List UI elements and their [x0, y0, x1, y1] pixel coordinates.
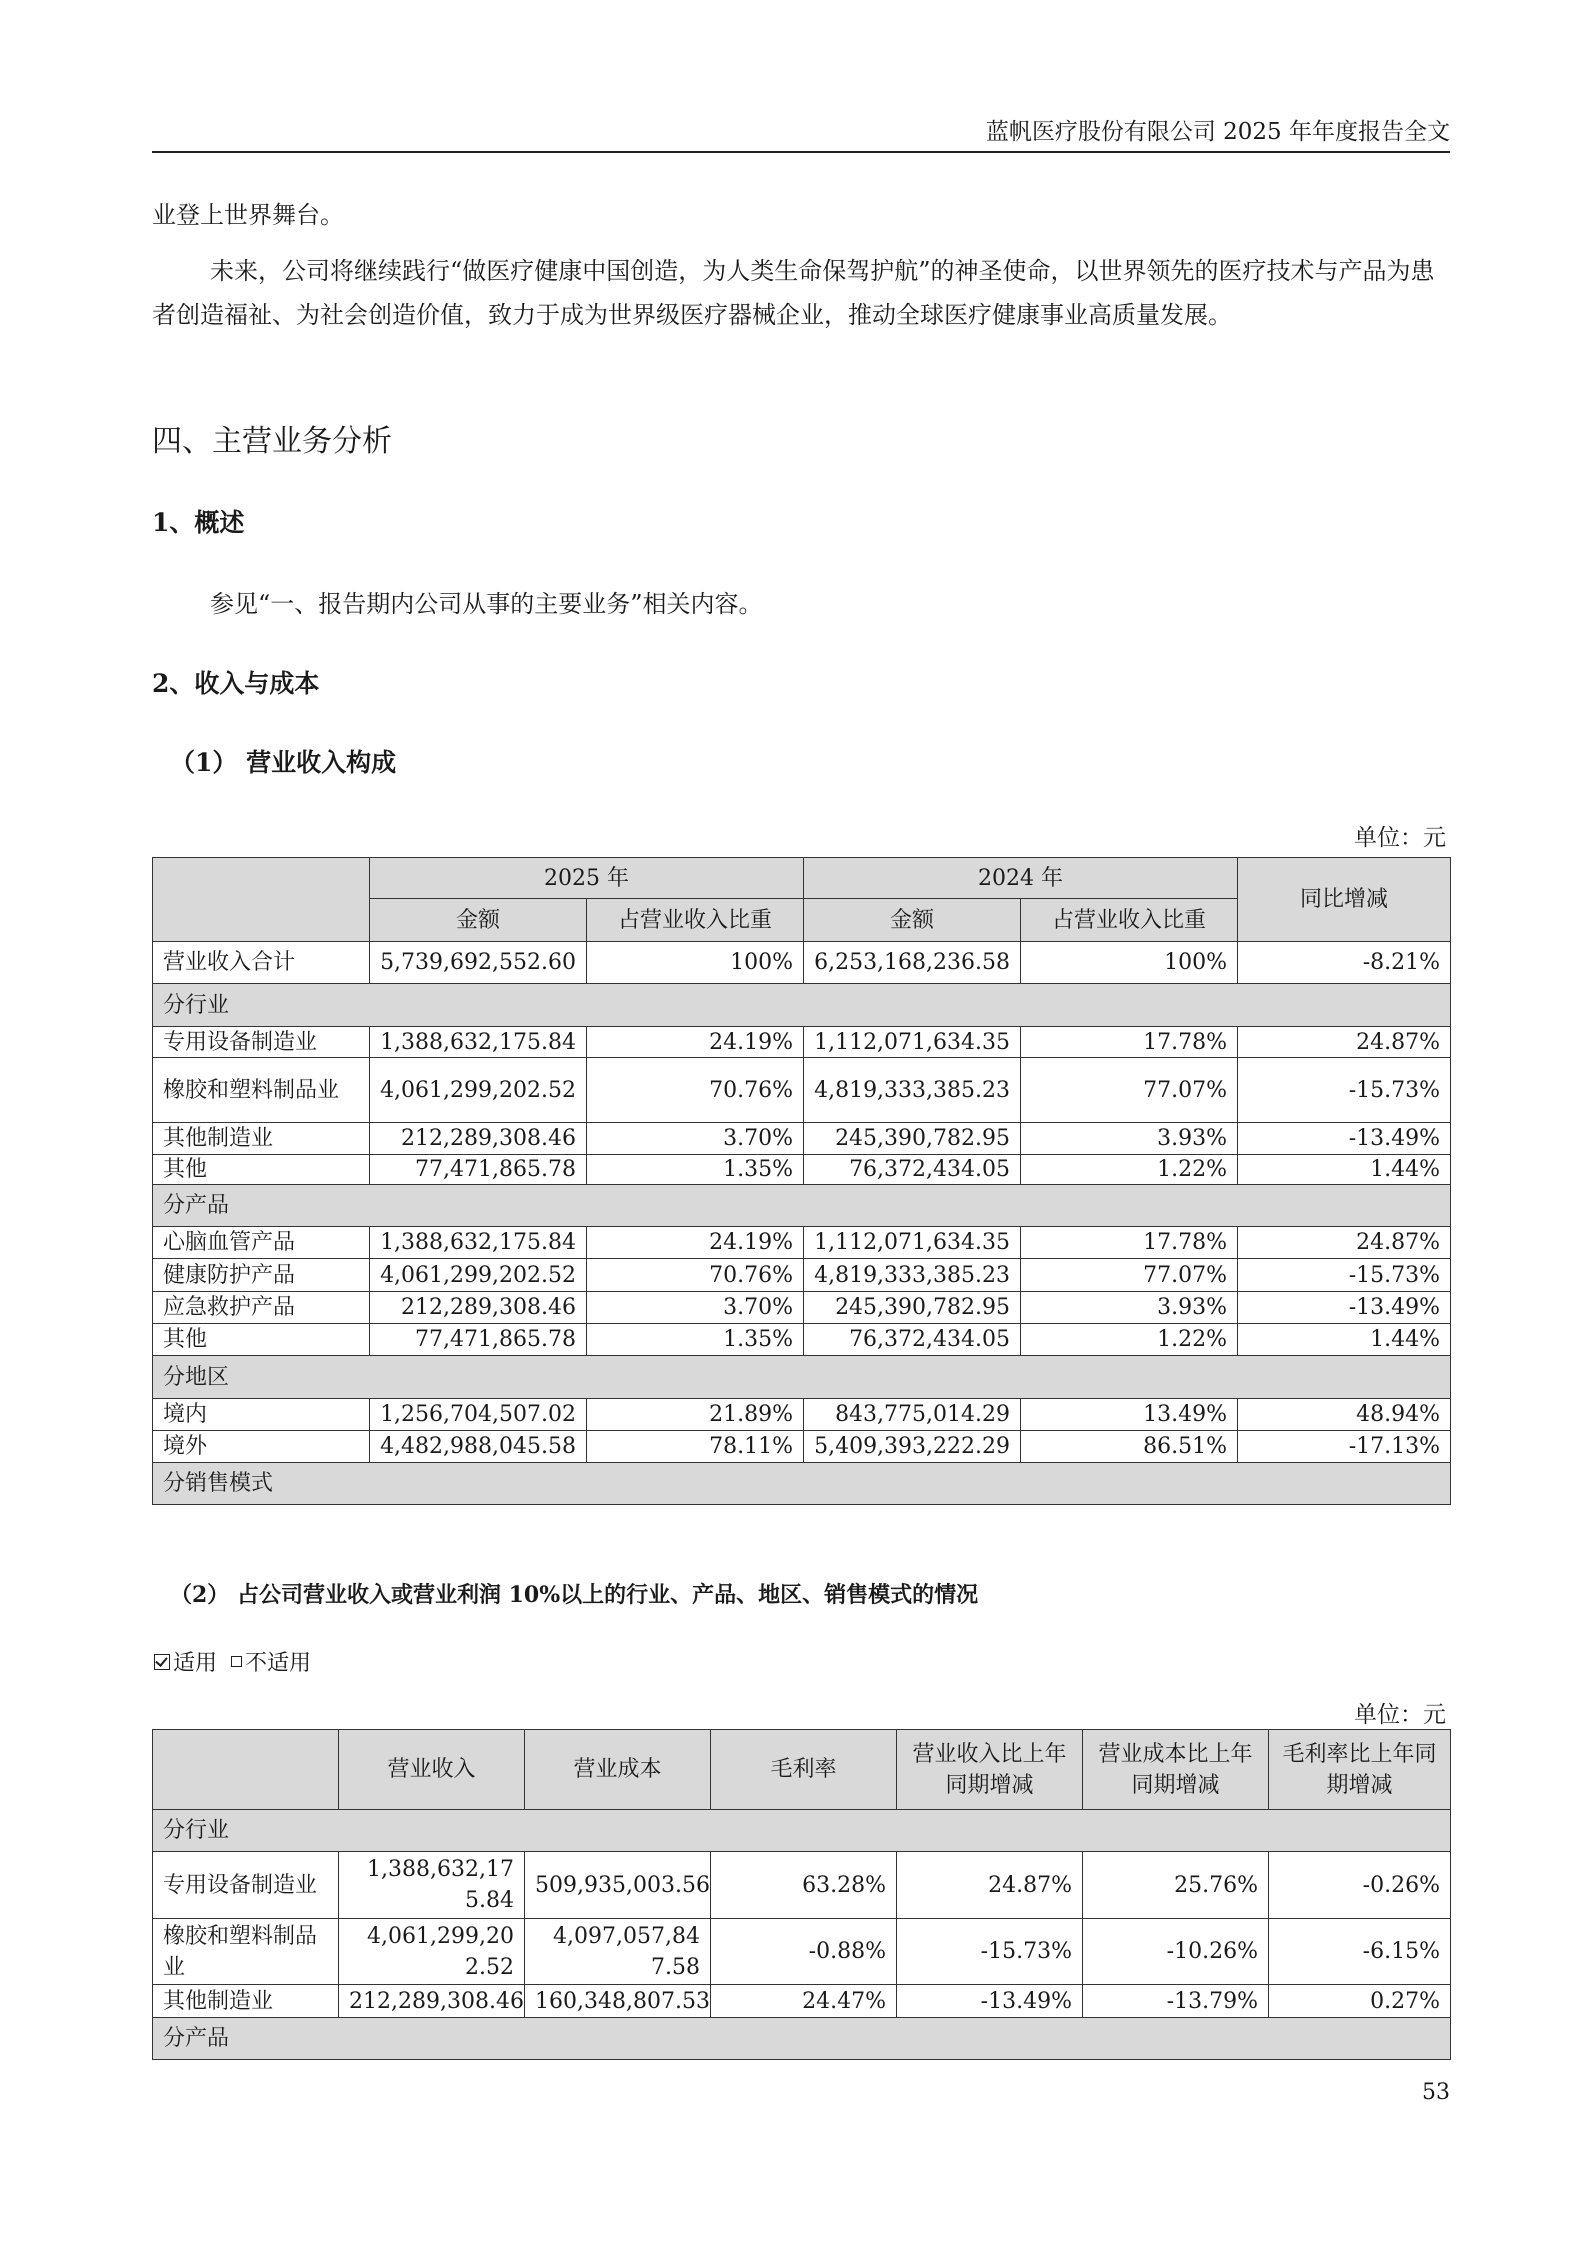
- cell-ratio-2025: 24.19%: [587, 1027, 804, 1058]
- not-applicable-label: 不适用: [245, 1651, 312, 1676]
- header-ratio: 占营业收入比重: [587, 899, 804, 942]
- unchecked-box-icon[interactable]: [231, 1656, 242, 1667]
- table-row: [153, 1227, 1451, 1259]
- group-header: 分行业: [153, 984, 1451, 1027]
- cell-gross-margin: 63.28%: [711, 1852, 897, 1919]
- group-header: 分产品: [153, 1185, 1451, 1227]
- cell-ratio-2025: 21.89%: [587, 1399, 804, 1431]
- cell-ratio-2025: 3.70%: [587, 1292, 804, 1324]
- cell-cost: 4,097,057,847.58: [525, 1919, 711, 1985]
- table-row: [153, 1985, 1451, 2018]
- cell-amount-2024: 245,390,782.95: [804, 1123, 1021, 1155]
- cell-ratio-2024: 100%: [1021, 942, 1238, 984]
- cell-amount-2024: 5,409,393,222.29: [804, 1431, 1021, 1463]
- intro-paragraph-mission: 未来，公司将继续践行“做医疗健康中国创造，为人类生命保驾护航”的神圣使命，以世界领先的医疗技术与产品为患者创造福祉、为社会创造价值，致力于成为世界级医疗器械企业，推动全球医疗健康事业高质量发展。: [152, 257, 1435, 329]
- cell-yoy: -13.49%: [1238, 1292, 1451, 1324]
- subsection-overview-title: 1、概述: [152, 508, 245, 537]
- cell-ratio-2024: 86.51%: [1021, 1431, 1238, 1463]
- header-rule: [152, 151, 1450, 153]
- cell-ratio-2025: 3.70%: [587, 1123, 804, 1155]
- header-revenue-yoy: 营业收入比上年同期增减: [897, 1730, 1083, 1810]
- cell-yoy: -17.13%: [1238, 1431, 1451, 1463]
- cell-amount-2024: 843,775,014.29: [804, 1399, 1021, 1431]
- cell-gross-margin: -0.88%: [711, 1919, 897, 1985]
- cell-ratio-2025: 1.35%: [587, 1324, 804, 1356]
- cell-amount-2024: 4,819,333,385.23: [804, 1259, 1021, 1292]
- section-title: 四、主营业务分析: [152, 424, 392, 459]
- cell-ratio-2024: 77.07%: [1021, 1058, 1238, 1123]
- row-label: 境外: [153, 1431, 370, 1463]
- major-segments-table: [152, 1729, 1451, 2060]
- header-cost-yoy: 营业成本比上年同期增减: [1083, 1730, 1269, 1810]
- row-label: 健康防护产品: [153, 1259, 370, 1292]
- cell-amount-2025: 212,289,308.46: [370, 1292, 587, 1324]
- major-segments-title: （2） 占公司营业收入或营业利润 10%以上的行业、产品、地区、销售模式的情况: [170, 1582, 979, 1608]
- cell-amount-2025: 1,256,704,507.02: [370, 1399, 587, 1431]
- cell-yoy: 24.87%: [1238, 1227, 1451, 1259]
- revenue-composition-table: [152, 857, 1451, 1505]
- table-row: [153, 1431, 1451, 1463]
- table-row: [153, 1058, 1451, 1123]
- checked-box-icon[interactable]: [154, 1654, 170, 1670]
- cell-ratio-2025: 24.19%: [587, 1227, 804, 1259]
- cell-revenue-yoy: -13.49%: [897, 1985, 1083, 2018]
- cell-revenue: 4,061,299,202.52: [339, 1919, 525, 1985]
- cell-amount-2025: 77,471,865.78: [370, 1155, 587, 1185]
- cell-amount-2024: 1,112,071,634.35: [804, 1027, 1021, 1058]
- table-row: [153, 1155, 1451, 1185]
- row-label: 境内: [153, 1399, 370, 1431]
- cell-margin-yoy: -0.26%: [1269, 1852, 1451, 1919]
- cell-amount-2024: 1,112,071,634.35: [804, 1227, 1021, 1259]
- cell-amount-2025: 4,061,299,202.52: [370, 1058, 587, 1123]
- cell-ratio-2024: 17.78%: [1021, 1027, 1238, 1058]
- cell-cost-yoy: 25.76%: [1083, 1852, 1269, 1919]
- applicability-choice: [154, 1646, 311, 1677]
- cell-amount-2025: 1,388,632,175.84: [370, 1227, 587, 1259]
- cell-yoy: -8.21%: [1238, 942, 1451, 984]
- cell-amount-2024: 4,819,333,385.23: [804, 1058, 1021, 1123]
- cell-gross-margin: 24.47%: [711, 1985, 897, 2018]
- cell-ratio-2024: 1.22%: [1021, 1155, 1238, 1185]
- table-corner: [153, 1730, 339, 1810]
- cell-revenue-yoy: -15.73%: [897, 1919, 1083, 1985]
- cell-margin-yoy: 0.27%: [1269, 1985, 1451, 2018]
- cell-yoy: 24.87%: [1238, 1027, 1451, 1058]
- row-label: 专用设备制造业: [153, 1852, 339, 1919]
- cell-amount-2025: 4,061,299,202.52: [370, 1259, 587, 1292]
- cell-margin-yoy: -6.15%: [1269, 1919, 1451, 1985]
- table-row-total: [153, 942, 1451, 984]
- header-ratio: 占营业收入比重: [1021, 899, 1238, 942]
- revenue-composition-title: （1） 营业收入构成: [170, 748, 397, 777]
- cell-yoy: -13.49%: [1238, 1123, 1451, 1155]
- table-row: [153, 1259, 1451, 1292]
- table-corner: [153, 858, 370, 942]
- report-header: 蓝帆医疗股份有限公司 2025 年年度报告全文: [985, 119, 1450, 145]
- cell-amount-2024: 76,372,434.05: [804, 1155, 1021, 1185]
- table-row: [153, 1919, 1451, 1985]
- cell-amount-2025: 5,739,692,552.60: [370, 942, 587, 984]
- header-year-2024: 2024 年: [804, 858, 1238, 899]
- unit-label: 单位：元: [1354, 825, 1446, 851]
- intro-paragraph-tail: 业登上世界舞台。: [152, 201, 344, 229]
- cell-revenue: 1,388,632,175.84: [339, 1852, 525, 1919]
- group-header: 分地区: [153, 1356, 1451, 1399]
- row-label: 心脑血管产品: [153, 1227, 370, 1259]
- header-amount: 金额: [370, 899, 587, 942]
- row-label: 其他制造业: [153, 1123, 370, 1155]
- row-label: 橡胶和塑料制品业: [153, 1058, 370, 1123]
- row-label: 专用设备制造业: [153, 1027, 370, 1058]
- cell-yoy: 48.94%: [1238, 1399, 1451, 1431]
- table-row: [153, 1292, 1451, 1324]
- cell-ratio-2024: 77.07%: [1021, 1259, 1238, 1292]
- cell-cost: 160,348,807.53: [525, 1985, 711, 2018]
- cell-amount-2024: 6,253,168,236.58: [804, 942, 1021, 984]
- row-label: 其他: [153, 1324, 370, 1356]
- table-row: [153, 1324, 1451, 1356]
- header-cost: 营业成本: [525, 1730, 711, 1810]
- cell-amount-2025: 212,289,308.46: [370, 1123, 587, 1155]
- cell-ratio-2025: 100%: [587, 942, 804, 984]
- cell-cost: 509,935,003.56: [525, 1852, 711, 1919]
- cell-ratio-2025: 1.35%: [587, 1155, 804, 1185]
- table-row: [153, 1852, 1451, 1919]
- page-number: 53: [1422, 2080, 1450, 2105]
- cell-revenue: 212,289,308.46: [339, 1985, 525, 2018]
- header-gross-margin: 毛利率: [711, 1730, 897, 1810]
- cell-amount-2025: 1,388,632,175.84: [370, 1027, 587, 1058]
- cell-yoy: -15.73%: [1238, 1259, 1451, 1292]
- row-label: 橡胶和塑料制品业: [153, 1919, 339, 1985]
- header-yoy: 同比增减: [1238, 858, 1451, 942]
- cell-revenue-yoy: 24.87%: [897, 1852, 1083, 1919]
- cell-yoy: -15.73%: [1238, 1058, 1451, 1123]
- row-label: 应急救护产品: [153, 1292, 370, 1324]
- cell-ratio-2025: 78.11%: [587, 1431, 804, 1463]
- group-header: 分行业: [153, 1810, 1451, 1852]
- cell-amount-2025: 4,482,988,045.58: [370, 1431, 587, 1463]
- row-label: 营业收入合计: [153, 942, 370, 984]
- cell-amount-2024: 245,390,782.95: [804, 1292, 1021, 1324]
- cell-ratio-2025: 70.76%: [587, 1259, 804, 1292]
- cell-ratio-2024: 13.49%: [1021, 1399, 1238, 1431]
- header-year-2025: 2025 年: [370, 858, 804, 899]
- cell-ratio-2024: 1.22%: [1021, 1324, 1238, 1356]
- cell-amount-2024: 76,372,434.05: [804, 1324, 1021, 1356]
- cell-ratio-2025: 70.76%: [587, 1058, 804, 1123]
- cell-ratio-2024: 3.93%: [1021, 1292, 1238, 1324]
- group-header: 分销售模式: [153, 1463, 1451, 1505]
- subsection-revenue-cost-title: 2、收入与成本: [152, 669, 320, 698]
- row-label: 其他制造业: [153, 1985, 339, 2018]
- cell-cost-yoy: -10.26%: [1083, 1919, 1269, 1985]
- table-row: [153, 1123, 1451, 1155]
- header-revenue: 营业收入: [339, 1730, 525, 1810]
- table-row: [153, 1027, 1451, 1058]
- overview-text: 参见“一、报告期内公司从事的主要业务”相关内容。: [210, 590, 763, 618]
- cell-cost-yoy: -13.79%: [1083, 1985, 1269, 2018]
- cell-ratio-2024: 17.78%: [1021, 1227, 1238, 1259]
- header-margin-yoy: 毛利率比上年同期增减: [1269, 1730, 1451, 1810]
- cell-yoy: 1.44%: [1238, 1155, 1451, 1185]
- row-label: 其他: [153, 1155, 370, 1185]
- header-amount: 金额: [804, 899, 1021, 942]
- cell-ratio-2024: 3.93%: [1021, 1123, 1238, 1155]
- unit-label: 单位：元: [1354, 1702, 1446, 1728]
- cell-amount-2025: 77,471,865.78: [370, 1324, 587, 1356]
- table-row: [153, 1399, 1451, 1431]
- cell-yoy: 1.44%: [1238, 1324, 1451, 1356]
- applicable-label: 适用: [173, 1651, 218, 1676]
- group-header: 分产品: [153, 2018, 1451, 2060]
